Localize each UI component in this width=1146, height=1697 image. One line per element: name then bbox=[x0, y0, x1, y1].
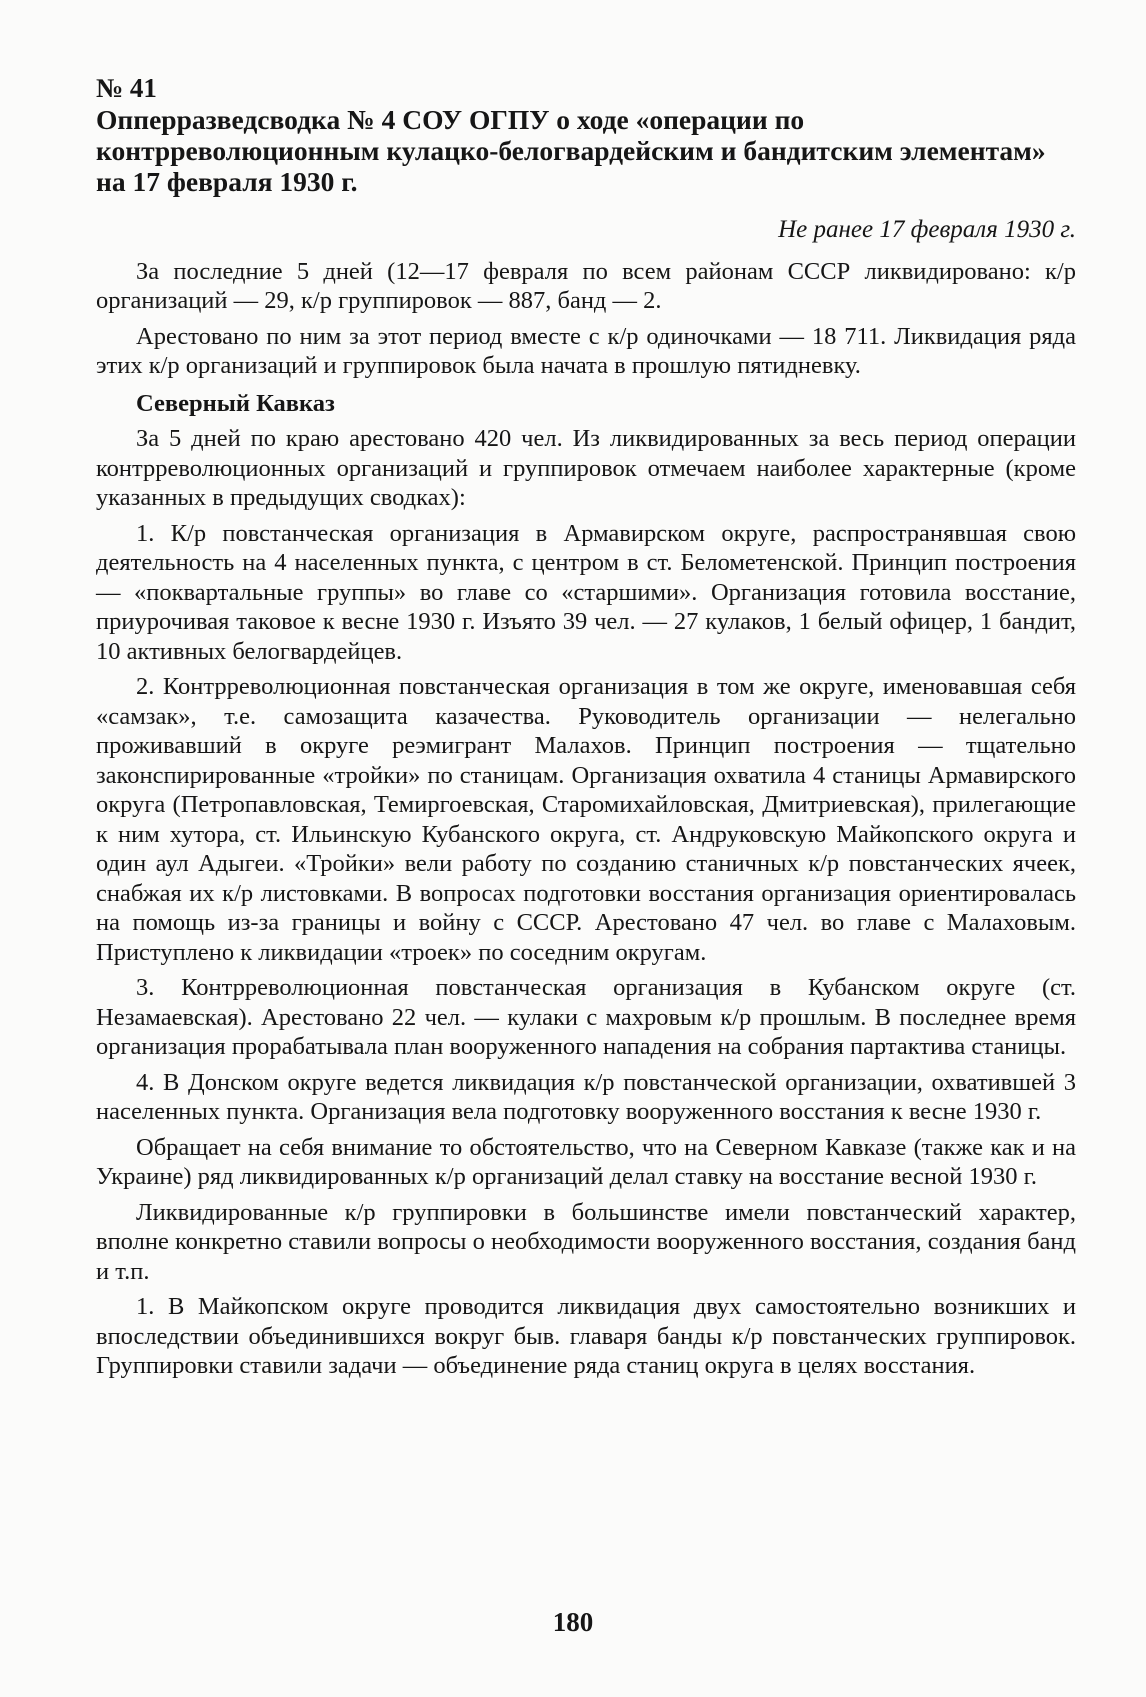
paragraph: 1. К/р повстанческая организация в Армавирском округе, распространявшая свою деятельность на 4 населенных пункта, с центром в ст. Белометенской. Принцип построения — «поквартальные группы» во главе со «старшими». Организация готовила восстание, приурочивая таковое к весне 1930 г. Изъято 39 чел. — 27 кулаков, 1 белый офицер, 1 бандит, 10 активных белогвардейцев. bbox=[96, 519, 1076, 665]
paragraph: Арестовано по ним за этот период вместе с к/р одиночками — 18 711. Ликвидация ряда этих к/р организаций и группировок была начата в прошлую пятидневку. bbox=[96, 322, 1076, 379]
paragraph: 1. В Майкопском округе проводится ликвидация двух самостоятельно возникших и впоследствии объединившихся вокруг быв. главаря банды к/р повстанческих группировок. Группировки ставили задачи — объединение ряда станиц округа в целях восстания. bbox=[96, 1293, 1076, 1379]
paragraph: За последние 5 дней (12—17 февраля по всем районам СССР ликвидировано: к/р организаций — 29, к/р группировок — 887, банд — 2. bbox=[96, 257, 1076, 314]
paragraph: Ликвидированные к/р группировки в большинстве имели повстанческий характер, вполне конкретно ставили вопросы о необходимости вооруженного восстания, создания банд и т.п. bbox=[96, 1198, 1076, 1285]
paragraph: За 5 дней по краю арестовано 420 чел. Из ликвидированных за весь период операции контрреволюционных организаций и группировок отмечаем наиболее характерные (кроме указанных в предыдущих сводках): bbox=[96, 425, 1076, 511]
paragraph: 2. Контрреволюционная повстанческая организация в том же округе, именовавшая себя «самзак», т.е. самозащита казачества. Руководитель организации — нелегально проживавший в округе реэмигрант Малахов. Принцип построения — тщательно законспирированные «тройки» по станицам. Организация охватила 4 станицы Армавирского округа (Петропавловская, Темиргоевская, Старомихайловская, Дмитриевская), прилегающие к ним хутора, ст. Ильинскую Кубанского округа, ст. Андруковскую Майкопского округа и один аул Адыгеи. «Тройки» вели работу по созданию станичных к/р повстанческих ячеек, снабжая их к/р листовками. В вопросах подготовки восстания организация ориентировалась на помощь из-за границы и войну с СССР. Арестовано 47 чел. во главе с Малаховым. Приступлено к ликвидации «троек» по соседним округам. bbox=[96, 673, 1076, 966]
page-number: 180 bbox=[552, 1607, 594, 1637]
region-heading: Северный Кавказ bbox=[136, 389, 335, 417]
paragraph: 3. Контрреволюционная повстанческая организация в Кубанском округе (ст. Незамаевская). Арестовано 22 чел. — кулаки с махровым к/р прошлым. В последнее время организация прорабатывала план вооруженного нападения на собрания партактива станицы. bbox=[96, 974, 1076, 1060]
document-date: Не ранее 17 февраля 1930 г. bbox=[778, 216, 1076, 243]
paragraph: Обращает на себя внимание то обстоятельство, что на Северном Кавказе (также как и на Украине) ряд ликвидированных к/р организаций делал ставку на восстание весной 1930 г. bbox=[96, 1133, 1076, 1190]
document-title: Опперразведсводка № 4 СОУ ОГПУ о ходе «операции по контрреволюционным кулацко-белогвардейским и бандитским элементам» на 17 февраля 1930 г. bbox=[96, 104, 1046, 197]
paragraph: 4. В Донском округе ведется ликвидация к/р повстанческой организации, охватившей 3 населенных пункта. Организация вела подготовку вооруженного восстания к весне 1930 г. bbox=[96, 1068, 1076, 1125]
document-number: № 41 bbox=[96, 73, 157, 103]
document-body bbox=[96, 72, 1076, 1387]
